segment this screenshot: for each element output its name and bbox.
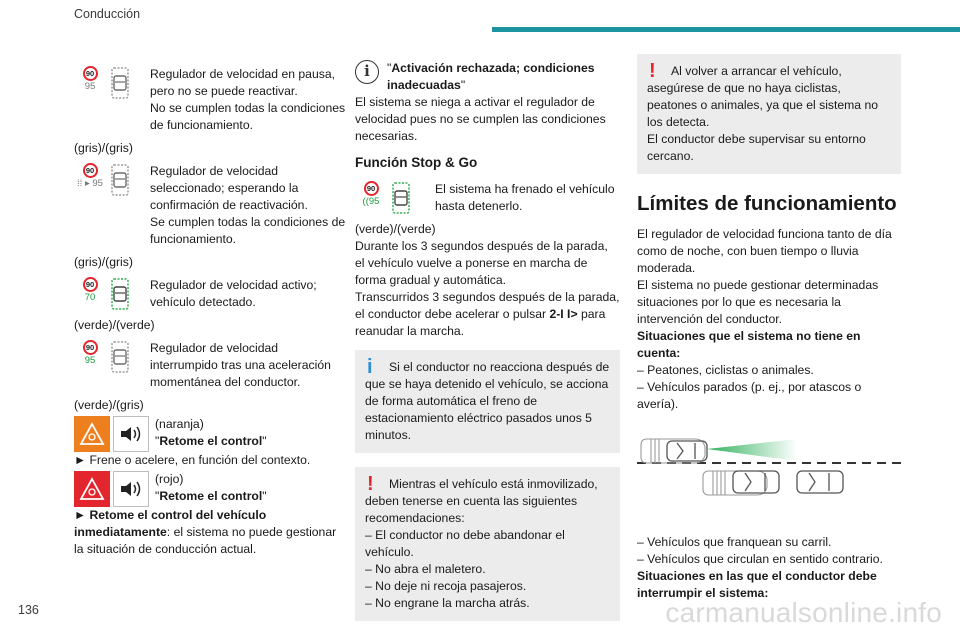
color-tag: (gris)/(gris) [74, 255, 133, 269]
warning-text: El conductor debe supervisar su entorno cercano. [647, 132, 866, 163]
column-2 [355, 60, 620, 621]
alert-color-label: (naranja) [155, 417, 204, 431]
status-row [74, 277, 349, 311]
status-text-line: Regulador de velocidad en pausa, pero no se puede reactivar. [150, 67, 335, 98]
alert-action: ► Retome el control del vehículo inmediatamente: el sistema no puede gestionar la situación de conducción actual. [74, 508, 337, 556]
list-item: – Peatones, ciclistas o animales. [637, 363, 814, 377]
status-icons [74, 66, 150, 100]
warning-text: Al volver a arrancar el vehículo, asegúrese de que no haya ciclistas, peatones o animales, ya que el sistema no los detecta. [647, 64, 879, 129]
warning-box [355, 467, 620, 621]
stop-go-text: El sistema ha frenado el vehículo hasta detenerlo. [435, 182, 615, 213]
stop-go-heading: Función Stop & Go [355, 155, 478, 170]
stop-go-paragraph: Transcurridos 3 segundos después de la parada, el conductor debe acelerar o pulsar 2-I I> para reanudar la marcha. [355, 290, 620, 338]
color-tag: (verde)/(gris) [74, 398, 144, 412]
traffic-illustration [637, 431, 901, 501]
rejected-title: Activación rechazada; condiciones inadecuadas [387, 61, 595, 92]
limits-heading: Límites de funcionamiento [637, 192, 897, 215]
status-text-line: Regulador de velocidad interrumpido tras una aceleración momentánea del conductor. [150, 341, 331, 389]
section-title: Conducción [74, 7, 141, 21]
speed-limit-icon: 90 [364, 181, 379, 196]
list-item: – Vehículos que franquean su carril. [637, 535, 832, 549]
info-note-box [355, 350, 620, 453]
set-speed-value: ((95 [362, 196, 380, 207]
warning-item: – No deje ni recoja pasajeros. [365, 579, 527, 593]
takeover-warning-icon-red [74, 471, 110, 507]
car-rear-icon-green [110, 277, 130, 311]
stop-go-paragraph: Durante los 3 segundos después de la parada, el vehículo vuelve a ponerse en marcha de forma gradual y automática. [355, 239, 608, 287]
speaker-icon [113, 471, 149, 507]
status-icons [74, 277, 150, 311]
info-bar-icon: i [367, 356, 373, 378]
status-row [355, 181, 620, 215]
warning-box [637, 54, 901, 174]
alert-message: "Retome el control" [155, 489, 267, 503]
status-text-line: Regulador de velocidad activo; vehículo detectado. [150, 278, 317, 309]
warning-exclamation-icon: ! [367, 473, 374, 495]
speaker-icon [113, 416, 149, 452]
color-tag: (gris)/(gris) [74, 141, 133, 155]
info-note-text: Si el conductor no reacciona después de que se haya detenido el vehículo, se acciona de forma automática el freno de estacionamiento eléctrico pasados unos 5 minutos. [365, 360, 610, 442]
car-rear-icon-grey [110, 66, 130, 100]
takeover-warning-icon-orange [74, 416, 110, 452]
warning-exclamation-icon: ! [649, 60, 656, 82]
status-icons [74, 340, 150, 374]
warning-item: – No abra el maletero. [365, 562, 486, 576]
column-3 [637, 54, 901, 602]
speed-limit-icon: 90 [83, 340, 98, 355]
set-speed-value: ⁞⁞ ▸ 95 [77, 178, 103, 189]
alert-orange [74, 416, 349, 452]
status-row [74, 66, 349, 134]
set-speed-value: 95 [84, 355, 96, 366]
paragraph: El sistema no puede gestionar determinadas situaciones por lo que es necesaria la intervención del conductor. [637, 278, 879, 326]
warning-intro: Mientras el vehículo está inmovilizado, deben tenerse en cuenta las siguientes recomendaciones: [365, 477, 598, 525]
car-rear-icon-grey [110, 340, 130, 374]
status-icons [74, 163, 150, 197]
rejected-text: El sistema se niega a activar el regulador de velocidad pues no se cumplen las condiciones necesarias. [355, 95, 606, 143]
alert-color-label: (rojo) [155, 472, 184, 486]
speed-limit-icon: 90 [83, 163, 98, 178]
watermark: carmanualsonline.info [665, 597, 942, 628]
status-text-line: Regulador de velocidad seleccionado; esperando la confirmación de reactivación. [150, 164, 308, 212]
list-item: – Vehículos parados (p. ej., por atascos o avería). [637, 380, 862, 411]
status-icons [355, 181, 435, 215]
speed-limit-icon: 90 [83, 66, 98, 81]
status-text-line: Se cumplen todas la condiciones de funcionamiento. [150, 215, 346, 246]
set-speed-value: 70 [84, 292, 96, 303]
warning-item: – El conductor no debe abandonar el vehículo. [365, 528, 565, 559]
color-tag: (verde)/(verde) [355, 222, 436, 236]
status-text-line: No se cumplen todas la condiciones de funcionamiento. [150, 101, 346, 132]
status-row [74, 340, 349, 391]
alert-action: ► Frene o acelere, en función del contexto. [74, 453, 311, 467]
set-speed-value: 95 [84, 81, 96, 92]
subheading: Situaciones en las que el conductor debe interrumpir el sistema: [637, 569, 877, 600]
speed-limit-icon: 90 [83, 277, 98, 292]
paragraph: El regulador de velocidad funciona tanto de día como de noche, con buen tiempo o lluvia moderada. [637, 227, 892, 275]
alert-red [74, 471, 349, 507]
status-row [74, 163, 349, 248]
car-rear-icon-grey [110, 163, 130, 197]
page-number: 136 [18, 603, 39, 617]
header-accent-bar [492, 27, 960, 32]
alert-message: "Retome el control" [155, 434, 267, 448]
info-icon: i [355, 60, 379, 84]
car-rear-icon-green [391, 181, 411, 215]
rejected-activation-block: i "Activación rechazada; condiciones inadecuadas" [355, 60, 620, 94]
column-1 [74, 66, 349, 558]
subheading: Situaciones que el sistema no tiene en cuenta: [637, 329, 861, 360]
warning-item: – No engrane la marcha atrás. [365, 596, 530, 610]
color-tag: (verde)/(verde) [74, 318, 155, 332]
list-item: – Vehículos que circulan en sentido contrario. [637, 552, 883, 566]
